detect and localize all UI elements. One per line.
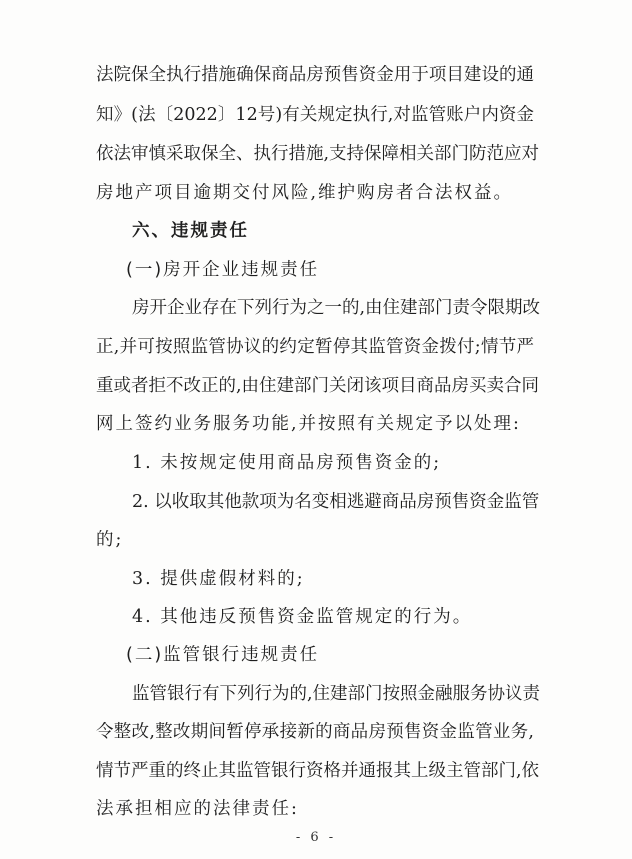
paragraph-line: 正,并可按照监管协议的约定暂停其监管资金拨付;情节严 — [96, 337, 534, 357]
paragraph-line: 法院保全执行措施确保商品房预售资金用于项目建设的通 — [96, 65, 534, 85]
subsection-heading: (二)监管银行违规责任 — [126, 645, 320, 665]
paragraph-line: 依法审慎采取保全、执行措施,支持保障相关部门防范应对 — [96, 144, 540, 164]
page-number: - 6 - — [295, 830, 337, 845]
paragraph-line: 法承担相应的法律责任: — [96, 799, 299, 819]
paragraph-line: 重或者拒不改正的,由住建部门关闭该项目商品房买卖合同 — [96, 376, 540, 396]
subsection-heading: (一)房开企业违规责任 — [126, 260, 320, 280]
paragraph-line: 网上签约业务服务功能,并按照有关规定予以处理: — [96, 414, 521, 434]
list-item: 1. 未按规定使用商品房预售资金的; — [132, 453, 442, 473]
list-item-continuation: 的; — [96, 530, 124, 550]
paragraph-line: 房开企业存在下列行为之一的,由住建部门责令限期改 — [132, 298, 541, 318]
paragraph-line: 房地产项目逾期交付风险,维护购房者合法权益。 — [96, 183, 514, 203]
paragraph-line: 情节严重的终止其监管银行资格并通报其上级主管部门,依 — [96, 761, 540, 781]
paragraph-line: 监管银行有下列行为的,住建部门按照金融服务协议责 — [132, 684, 541, 704]
list-item: 2. 以收取其他款项为名变相逃避商品房预售资金监管 — [132, 492, 540, 512]
paragraph-line: 知》(法〔2022〕12号)有关规定执行,对监管账户内资金 — [96, 105, 534, 125]
list-item: 4. 其他违反预售资金监管规定的行为。 — [132, 607, 473, 627]
paragraph-line: 令整改,整改期间暂停承接新的商品房预售资金监管业务, — [96, 722, 534, 742]
section-heading: 六、违规责任 — [132, 221, 249, 241]
list-item: 3. 提供虚假材料的; — [132, 569, 305, 589]
